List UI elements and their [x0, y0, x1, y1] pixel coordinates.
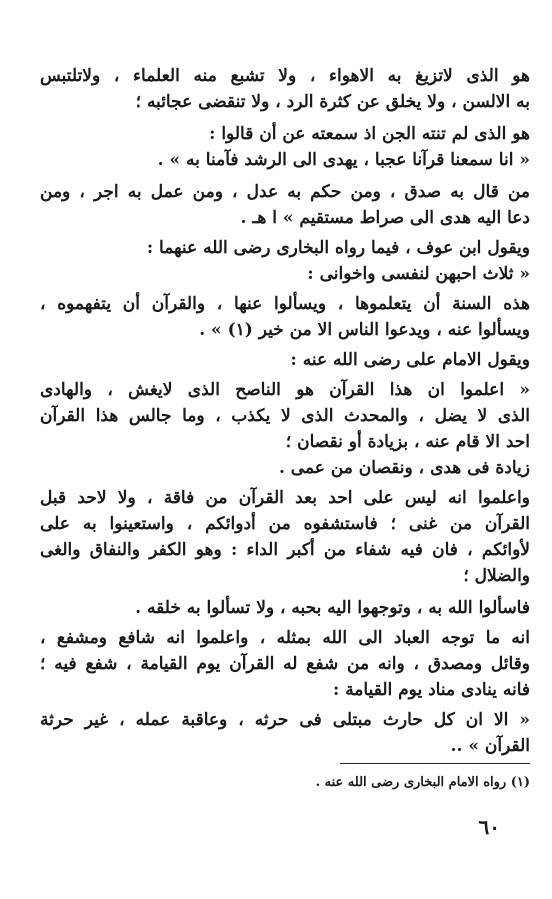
book-page — [40, 55, 530, 895]
text-line: انه ما توجه العباد الى الله بمثله ، واعلموا انه شافع ومشفع ، — [40, 628, 530, 648]
text-line: « ثلاث احبهن لنفسى واخوانى : — [307, 264, 530, 284]
text-line: وقائل ومصدق ، وانه من شفع له القرآن يوم القيامة ، شفع فيه ؛ — [40, 654, 530, 674]
footnote: (١) رواه الامام البخارى رضى الله عنه . — [315, 775, 530, 790]
text-line: واعلموا انه ليس على احد بعد القرآن من فاقة ، ولا لاحد قبل — [40, 488, 530, 508]
text-line: احد الا قام عنه ، بزيادة أو نقصان ؛ — [285, 432, 530, 452]
text-line: والضلال ؛ — [463, 566, 530, 586]
text-line: « انا سمعنا قرآنا عجبا ، يهدى الى الرشد فآمنا به » . — [157, 150, 530, 170]
text-line: ويقول ابن عوف ، فيما رواه البخارى رضى الله عنهما : — [146, 238, 530, 258]
text-line: الذى لا يضل ، والمحدث الذى لا يكذب ، وما جالس هذا القرآن — [40, 406, 530, 426]
text-line: « الا ان كل حارث مبتلى فى حرثه ، وعاقبة عمله ، غير حرثة — [40, 710, 530, 730]
text-line: ويسألوا عنه ، ويدعوا الناس الا من خير (١) » . — [199, 320, 530, 340]
text-line: به الالسن ، ولا يخلق عن كثرة الرد ، ولا تنقضى عجائبه ؛ — [135, 92, 530, 112]
text-line: هو الذى لاتزيغ به الاهواء ، ولا تشبع منه العلماء ، ولاتلتبس — [40, 66, 530, 86]
text-line: القرآن » .. — [450, 736, 530, 756]
text-line: لأوائكم ، فان فيه شفاء من أكبر الداء : وهو الكفر والنفاق والغى — [40, 540, 530, 560]
text-line: زيادة فى هدى ، ونقصان من عمى . — [278, 458, 530, 478]
text-line: « اعلموا ان هذا القرآن هو الناصح الذى لايغش ، والهادى — [40, 380, 530, 400]
text-line: ويقول الامام على رضى الله عنه : — [290, 350, 530, 370]
text-line: هو الذى لم تنته الجن اذ سمعته عن أن قالوا : — [209, 124, 530, 144]
footnote-divider — [340, 763, 530, 764]
text-line: هذه السنة أن يتعلموها ، ويسألوا عنها ، والقرآن أن يتفهموه ، — [40, 294, 530, 314]
text-line: دعا اليه هدى الى صراط مستقيم » ا هـ . — [240, 208, 530, 228]
text-line: من قال به صدق ، ومن حكم به عدل ، ومن عمل به اجر ، ومن — [40, 182, 530, 202]
text-line: فاسألوا الله به ، وتوجهوا اليه بحبه ، ولا تسألوا به خلقه . — [135, 598, 530, 618]
text-line: القرآن من غنى ؛ فاستشفوه من أدوائكم ، واستعينوا به على — [40, 514, 530, 534]
page-number: ٦٠ — [478, 815, 500, 839]
text-line: فانه ينادى مناد يوم القيامة : — [333, 680, 530, 700]
